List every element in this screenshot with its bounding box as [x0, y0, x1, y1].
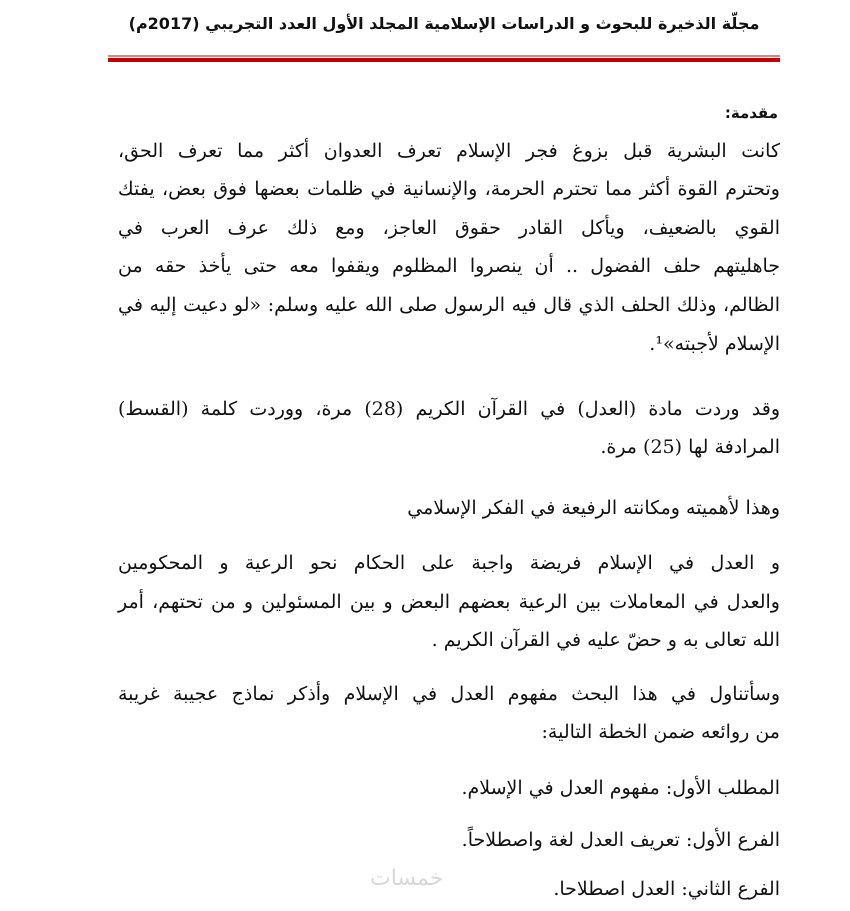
paragraph-line: و العدل في الإسلام فريضة واجبة على الحكام نحو الرعية و المحكومين — [118, 552, 780, 574]
header-divider — [108, 55, 780, 63]
paragraph-line: جاهليتهم حلف الفضول .. أن ينصروا المظلوم ويقفوا معه حتى يأخذ حقه من — [118, 255, 780, 277]
paragraph-line: من روائعه ضمن الخطة التالية: — [541, 721, 780, 743]
paragraph-line: كانت البشرية قبل بزوغ فجر الإسلام تعرف العدوان أكثر مما تعرف الحق، — [118, 140, 780, 162]
paragraph-line: وتحترم القوة أكثر مما تحترم الحرمة، والإنسانية في ظلمات بعضها فوق بعض، يفتك — [118, 178, 780, 200]
intro-heading: مقدمة: — [724, 104, 778, 122]
paragraph-line: وقد وردت مادة (العدل) في القرآن الكريم (28) مرة، ووردت كلمة (القسط) — [118, 398, 780, 420]
plan-item: الفرع الأول: تعريف العدل لغة واصطلاحاً. — [461, 829, 780, 851]
paragraph-line: الإسلام لأجبته»¹. — [649, 333, 780, 355]
paragraph-line: الله تعالى به و حضّ عليه في القرآن الكريم . — [431, 629, 780, 651]
paragraph-line: وهذا لأهميته ومكانته الرفيعة في الفكر الإسلامي — [407, 497, 780, 519]
journal-header-title: مجلّة الذخيرة للبحوث و الدراسات الإسلامية المجلد الأول العدد التجريبي (2017م) — [128, 14, 760, 33]
plan-item: المطلب الأول: مفهوم العدل في الإسلام. — [461, 777, 780, 799]
plan-item: الفرع الثاني: العدل اصطلاحا. — [553, 878, 780, 900]
watermark: خمسات — [370, 866, 444, 891]
paragraph-line: القوي بالضعيف، ويأكل القادر حقوق العاجز، ومع ذلك عرف العرب في — [118, 217, 780, 239]
paragraph-line: الظالم، وذلك الحلف الذي قال فيه الرسول صلى الله عليه وسلم: «لو دعيت إليه في — [118, 294, 780, 316]
paragraph-line: وسأتناول في هذا البحث مفهوم العدل في الإسلام وأذكر نماذج عجيبة غريبة — [118, 683, 780, 705]
paragraph-line: والعدل في المعاملات بين الرعية بعضهم البعض و بين المسئولين و من تحتهم، أمر — [118, 591, 780, 613]
paragraph-line: المرادفة لها (25) مرة. — [600, 436, 780, 458]
